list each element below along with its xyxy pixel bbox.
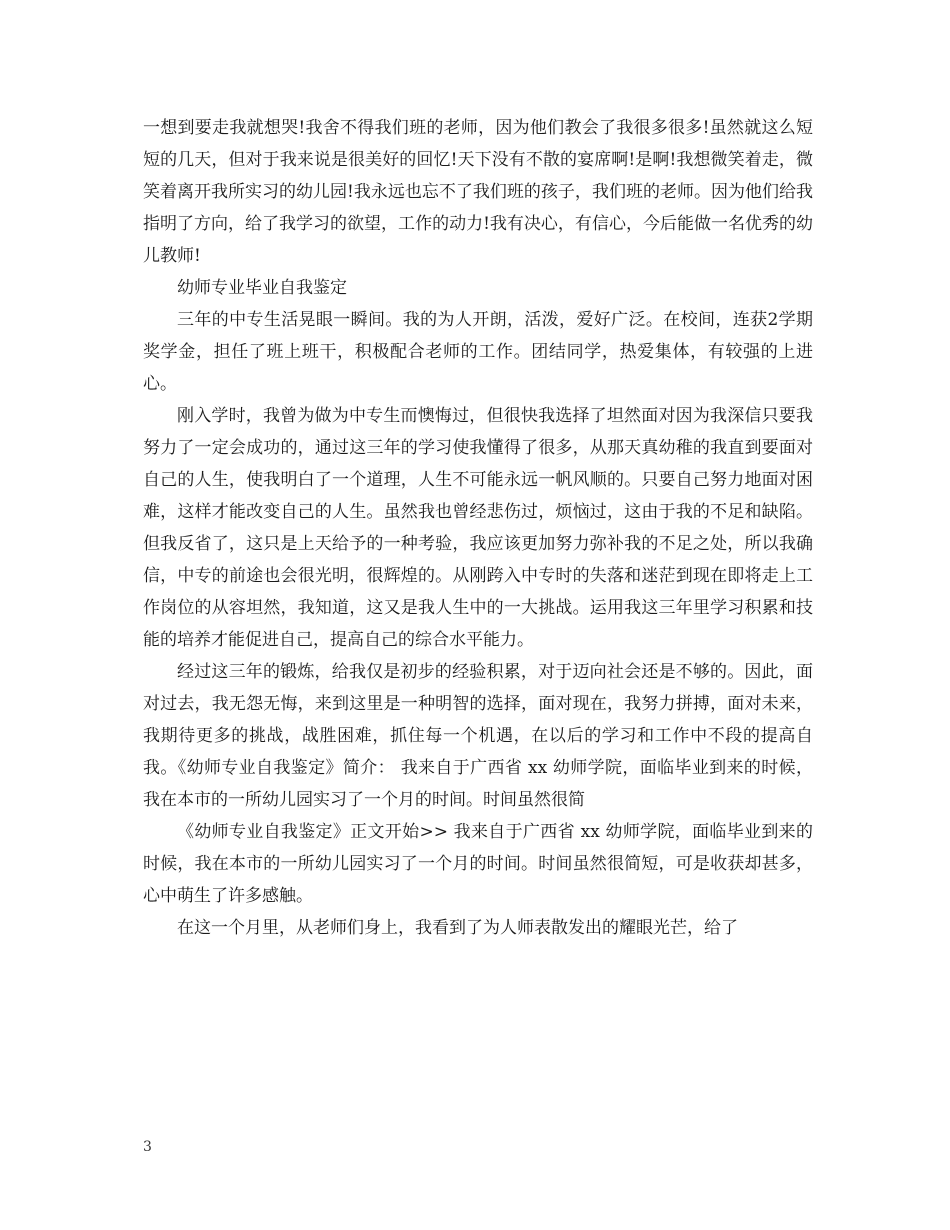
paragraph-6: 《幼师专业自我鉴定》正文开始>> 我来自于广西省 xx 幼师学院，面临毕业到来的时候，我在本市的一所幼儿园实习了一个月的时间。时间虽然很简短，可是收获却甚多，心中萌生了许多感触。 — [143, 822, 813, 906]
section-heading: 幼师专业毕业自我鉴定 — [177, 278, 347, 298]
page-number: 3 — [143, 1139, 152, 1155]
paragraph-3: 三年的中专生活晃眼一瞬间。我的为人开朗，活泼，爱好广泛。在校间，连获2学期奖学金，担任了班上班干，积极配合老师的工作。团结同学，热爱集体，有较强的上进心。 — [143, 310, 813, 394]
paragraph-4: 刚入学时，我曾为做为中专生而懊悔过，但很快我选择了坦然面对因为我深信只要我努力了一定会成功的，通过这三年的学习使我懂得了很多，从那天真幼稚的我直到要面对自己的人生，使我明白了一个道理，人生不可能永远一帆风顺的。只要自己努力地面对困难，这样才能改变自己的人生。虽然我也曾经悲伤过，烦恼过，这由于我的不足和缺陷。但我反省了，这只是上天给予的一种考验，我应该更加努力弥补我的不足之处，所以我确信，中专的前途也会很光明，很辉煌的。从刚跨入中专时的失落和迷茫到现在即将走上工作岗位的从容坦然，我知道，这又是我人生中的一大挑战。运用我这三年里学习积累和技能的培养才能促进自己，提高自己的综合水平能力。 — [143, 406, 813, 650]
document-body — [143, 112, 813, 944]
paragraph-5: 经过这三年的锻炼，给我仅是初步的经验积累，对于迈向社会还是不够的。因此，面对过去，我无怨无悔，来到这里是一种明智的选择，面对现在，我努力拼搏，面对未来，我期待更多的挑战，战胜困难，抓住每一个机遇，在以后的学习和工作中不段的提高自我。《幼师专业自我鉴定》简介： 我来自于广西省 xx 幼师学院，面临毕业到来的时候，我在本市的一所幼儿园实习了一个月的时间。时间虽然很简 — [143, 662, 813, 810]
paragraph-1: 一想到要走我就想哭!我舍不得我们班的老师，因为他们教会了我很多很多!虽然就这么短短的几天，但对于我来说是很美好的回忆!天下没有不散的宴席啊!是啊!我想微笑着走，微笑着离开我所实习的幼儿园!我永远也忘不了我们班的孩子，我们班的老师。因为他们给我指明了方向，给了我学习的欲望，工作的动力!我有决心，有信心，今后能做一名优秀的幼儿教师! — [143, 118, 813, 266]
paragraph-7: 在这一个月里，从老师们身上，我看到了为人师表散发出的耀眼光芒，给了 — [177, 918, 738, 938]
